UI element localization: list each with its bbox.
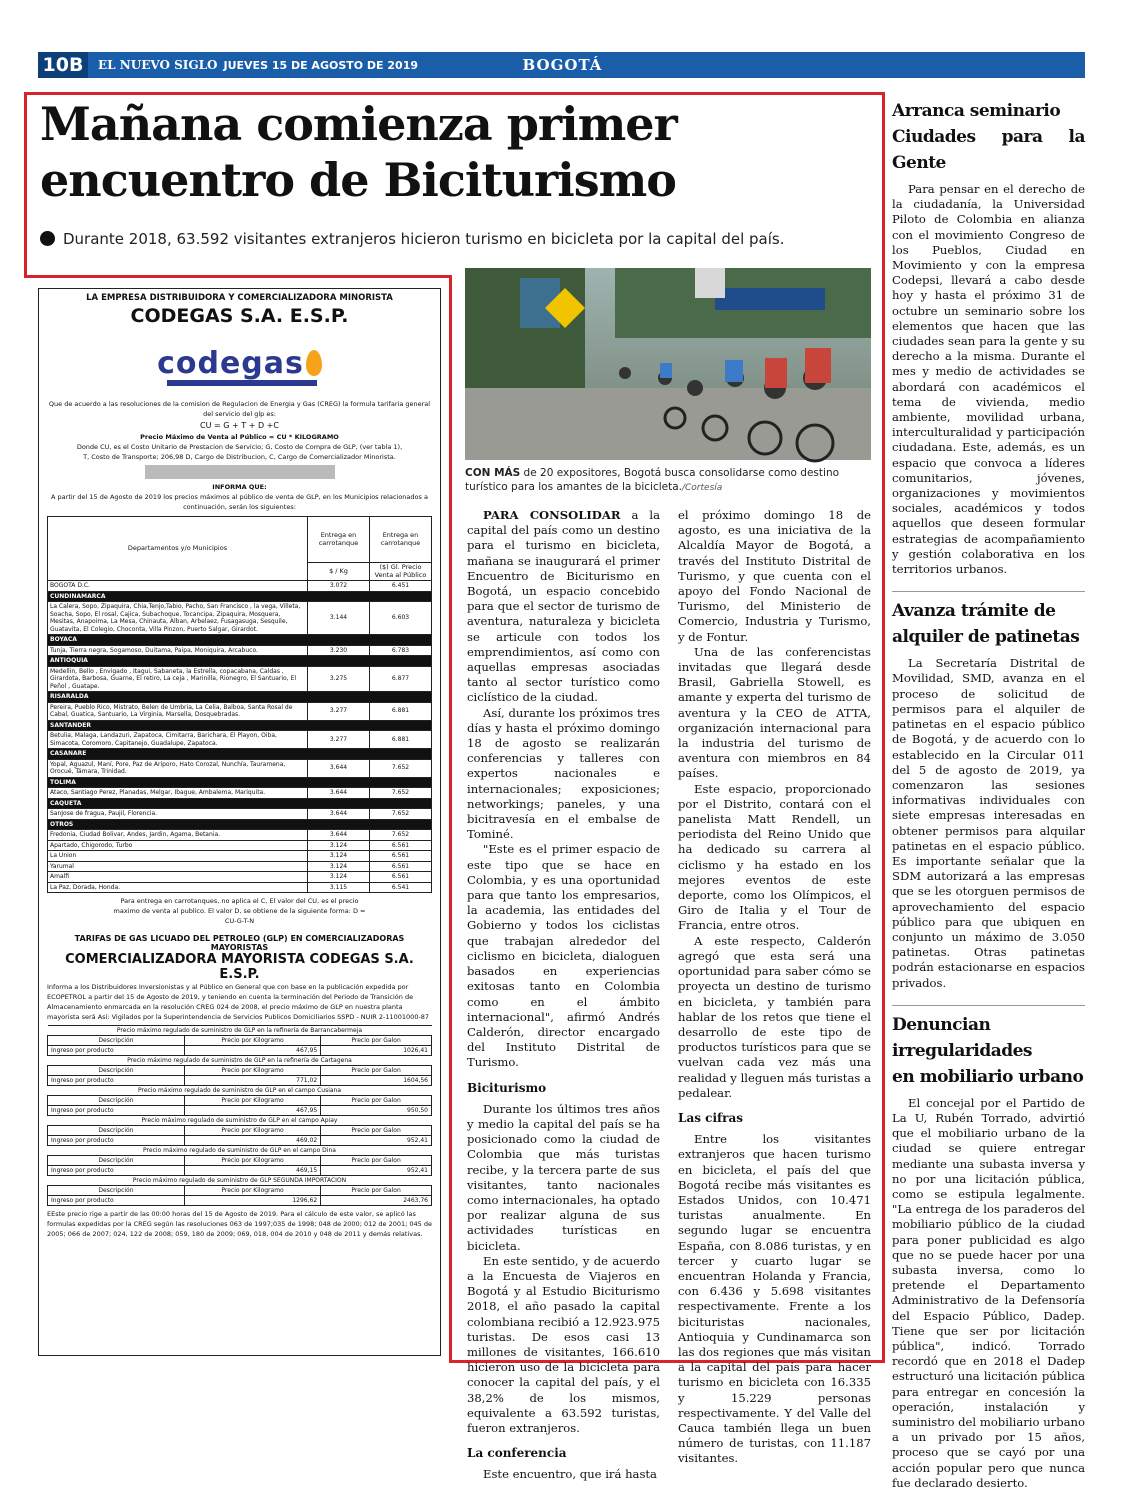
bullet-icon xyxy=(40,231,55,246)
glp-head-kg: Precio por Kilogramo xyxy=(184,1126,320,1136)
logo-tagline-bar xyxy=(167,380,317,386)
cell-name: Amalfi xyxy=(48,872,308,883)
page-number: 10B xyxy=(38,52,88,78)
region-name: CUNDINAMARCA xyxy=(48,591,432,602)
article-paragraph xyxy=(467,508,660,706)
table-row xyxy=(48,872,432,883)
glp-caption-row xyxy=(48,1086,432,1096)
cell-gl: 7.652 xyxy=(370,830,432,841)
glp-caption: Precio máximo regulado de suministro de GLP en el campo Cusiana xyxy=(48,1086,432,1096)
caption-lead: CON MÁS xyxy=(465,467,521,479)
brief-title-line-1: Arranca seminario xyxy=(892,101,1061,121)
table-row xyxy=(48,882,432,893)
glp-header-row xyxy=(48,1126,432,1136)
cell-kg: 3.072 xyxy=(308,581,370,592)
table-row xyxy=(48,788,432,799)
glp-caption: Precio máximo regulado de suministro de GLP SEGUNDA IMPORTACION xyxy=(48,1176,432,1186)
ad-tarifas: TARIFAS DE GAS LICUADO DEL PETROLEO (GLP) EN COMERCIALIZADORAS MAYORISTAS xyxy=(74,934,405,952)
brief-title xyxy=(892,98,1085,176)
article-paragraph xyxy=(467,706,660,843)
cell-gl: 6.541 xyxy=(370,882,432,893)
table-row xyxy=(48,702,432,720)
cell-gl: 7.652 xyxy=(370,788,432,799)
photo-illustration xyxy=(465,268,871,460)
glp-kg: 467,95 xyxy=(184,1106,320,1116)
cell-gl: 7.652 xyxy=(370,759,432,777)
ad-definition-1: Donde CU, es el Costo Unitario de Prestacion de Servicio; G, Costo de Compra de GLP, (ver tabla 1), xyxy=(76,443,403,451)
cell-name: Betulia, Malaga, Landazuri, Zapatoca, Cimitarra, Barichara, El Playon, Oiba, Simacota, Coromoro, Capitanejo, Guadalupe, Zapatoca. xyxy=(48,731,308,749)
table-row xyxy=(48,861,432,872)
cell-gl: 7.652 xyxy=(370,809,432,820)
paragraph-text: "Este es el primer espacio de este tipo que se hace en Colombia, y es una oportunidad para que tanto los empresarios, la academia, las entidades del Gobierno y todos los ciclistas que trabajan alrededor del ciclismo en bicicleta, dialoguen basados en experiencias exitosas tanto en Colombia como en el ámbito internacional", afirmó Andrés Calderón, director encargado del Instituto Distrital de Turismo. xyxy=(467,842,660,1070)
article-paragraph xyxy=(467,1467,660,1482)
table-row xyxy=(48,602,432,635)
logo-word: codegas xyxy=(157,345,304,381)
region-row xyxy=(48,591,432,602)
ad-company: CODEGAS S.A. E.S.P. xyxy=(130,305,349,327)
headline-line-2: encuentro de Biciturismo xyxy=(40,153,676,207)
photo-caption xyxy=(465,466,871,495)
cell-name: BOGOTA D.C. xyxy=(48,581,308,592)
cell-kg: 3.644 xyxy=(308,830,370,841)
th-gl-title: Entrega en carrotanque xyxy=(370,517,432,563)
paragraph-text: A este respecto, Calderón agregó que esta será una oportunidad para saber cómo se proyecta un destino de turismo en bicicleta, y también para hablar de los retos que tiene el desarrollo de este tipo de productos turísticos para que se vuelvan cada vez más una realidad y lleguen más turistas a pedalear. xyxy=(678,933,871,1100)
table-row xyxy=(48,759,432,777)
glp-caption-row xyxy=(48,1176,432,1186)
glp-row-label: Ingreso por producto xyxy=(48,1196,185,1206)
paragraph-lead: PARA CONSOLIDAR xyxy=(483,508,621,522)
glp-caption: Precio máximo regulado de suministro de GLP en el campo Apiay xyxy=(48,1116,432,1126)
glp-header-row xyxy=(48,1066,432,1076)
frame-mid xyxy=(24,275,452,278)
glp-head-kg: Precio por Kilogramo xyxy=(184,1186,320,1196)
glp-head-desc: Descripción xyxy=(48,1156,185,1166)
cell-kg: 3.144 xyxy=(308,602,370,635)
ad-informa-text: A partir del 15 de Agosto de 2019 los precios máximos al público de venta de GLP, en los Municipios relacionados a continuación, serán los siguientes: xyxy=(51,493,428,511)
region-name: SANTANDER xyxy=(48,720,432,731)
glp-head-gal: Precio por Galon xyxy=(321,1126,432,1136)
paragraph-text: el próximo domingo 18 de agosto, es una iniciativa de la Alcaldía Mayor de Bogotá, a través del Instituto Distrital de Turismo, y que cuenta con el apoyo del Fondo Nacional de Turismo, del Ministerio de Comercio, Industria y Turismo, y de Fontur. xyxy=(678,508,871,644)
glp-value-row xyxy=(48,1046,432,1056)
glp-row-label: Ingreso por producto xyxy=(48,1106,185,1116)
brief-title-line-1: Avanza trámite de xyxy=(892,601,1056,622)
glp-head-desc: Descripción xyxy=(48,1066,185,1076)
cell-name: Pereira, Pueblo Rico, Mistrato, Belen de Umbria, La Celia, Balboa, Santa Rosal de Cabal, Guatica, Santuario, La Virginia, Marsella, Dosquebradas. xyxy=(48,702,308,720)
region-row xyxy=(48,692,432,703)
section-title: BOGOTÁ xyxy=(522,56,603,74)
cell-name: Ataco, Santiago Perez, Planadas, Melgar, Ibague, Ambalema, Mariquita. xyxy=(48,788,308,799)
subhead-text: Durante 2018, 63.592 visitantes extranjeros hicieron turismo en bicicleta por la capital del país. xyxy=(63,230,785,248)
brief-title-line-2: en mobiliario urbano xyxy=(892,1066,1084,1087)
paragraph-text: En este sentido, y de acuerdo a la Encuesta de Viajeros en Bogotá y al Estudio Biciturismo 2018, el año pasado la capital colombiana recibió a 12.923.975 turistas. De esos casi 13 millones de visitantes, 166.610 hicieron uso de la bicicleta para conocer la capital del país, y el 38,2% de los mismos, equivalente a 63.592 turistas, fueron extranjeros. xyxy=(467,1253,660,1435)
glp-caption: Precio máximo regulado de suministro de GLP en la refinería de Barrancabermeja xyxy=(48,1026,432,1036)
glp-caption-row xyxy=(48,1056,432,1066)
region-row xyxy=(48,777,432,788)
brief-title-line-2: alquiler de patinetas xyxy=(892,627,1080,648)
glp-head-kg: Precio por Kilogramo xyxy=(184,1156,320,1166)
codegas-logo xyxy=(47,327,432,399)
cell-gl: 6.881 xyxy=(370,731,432,749)
cell-gl: 6.561 xyxy=(370,861,432,872)
region-name: CASANARE xyxy=(48,749,432,760)
sidebar-briefs xyxy=(892,98,1085,1505)
glp-value-row xyxy=(48,1166,432,1176)
glp-caption: Precio máximo regulado de suministro de GLP en el campo Dina xyxy=(48,1146,432,1156)
article-subhead xyxy=(40,230,870,248)
article-paragraph xyxy=(678,508,871,645)
th-kg: $ / Kg xyxy=(308,563,370,581)
glp-head-gal: Precio por Galon xyxy=(321,1096,432,1106)
article-paragraph xyxy=(467,842,660,1070)
ad-mayorista-text: Informa a los Distribuidores Inversionistas y al Público en General que con base en la publicación expedida por ECOPETROL a partir del 15 de Agosto de 2019, y teniendo en cuenta la terminación del Periodo de Transición de Almacenamiento enmarcada en la resolución CREG 024 de 2008, el precio máximo de GLP en nuestra planta mayorista será Así: Vigilados por la Superintendencia de Servicios Publicos Domiciliarios SSPD - NUIR 2-11001000-87 xyxy=(47,983,430,1021)
region-name: ANTIOQUIA xyxy=(48,656,432,667)
ad-formula: CU = G + T + D +C xyxy=(200,421,279,430)
headline-line-1: Mañana comienza primer xyxy=(40,97,677,151)
price-table xyxy=(47,516,432,893)
cell-kg: 3.277 xyxy=(308,702,370,720)
paragraph-text: Una de las conferencistas invitadas que llegará desde Brasil, Gabriella Stowell, es amante y experta del turismo de aventura y la CEO de ATTA, organización internacional para la industria del turismo de aventura con miembros en 84 países. xyxy=(678,644,871,781)
ad-informa: INFORMA QUE: xyxy=(212,483,267,491)
region-row xyxy=(48,798,432,809)
ad-top-line: LA EMPRESA DISTRIBUIDORA Y COMERCIALIZADORA MINORISTA xyxy=(86,293,393,303)
cell-kg: 3.124 xyxy=(308,872,370,883)
glp-kg: 467,95 xyxy=(184,1046,320,1056)
article-subheading: Las cifras xyxy=(678,1110,744,1125)
table-row xyxy=(48,731,432,749)
frame-left-lower xyxy=(449,275,452,1363)
cell-kg: 3.124 xyxy=(308,851,370,862)
glp-head-gal: Precio por Galon xyxy=(321,1156,432,1166)
mini-table-graphic xyxy=(145,465,335,479)
table-row xyxy=(48,840,432,851)
brief-title-line-2: Ciudades para la Gente xyxy=(892,127,1085,173)
cell-kg: 3.644 xyxy=(308,759,370,777)
cell-name: Fredonia, Ciudad Bolivar, Andes, Jardin, Agama, Betania. xyxy=(48,830,308,841)
cell-gl: 6.881 xyxy=(370,702,432,720)
frame-right xyxy=(882,92,885,1363)
flame-icon xyxy=(306,350,322,376)
cell-gl: 6.451 xyxy=(370,581,432,592)
glp-header-row xyxy=(48,1186,432,1196)
cell-name: Yopal, Aguazul, Maní, Pore, Paz de Ariporo, Hato Corozal, Nunchía, Tauramena, Orocué, Támara, Trinidad. xyxy=(48,759,308,777)
cell-kg: 3.230 xyxy=(308,645,370,656)
region-name: BOYACA xyxy=(48,635,432,646)
glp-gal: 950,50 xyxy=(321,1106,432,1116)
glp-value-row xyxy=(48,1106,432,1116)
glp-caption: Precio máximo regulado de suministro de GLP en la refinería de Cartagena xyxy=(48,1056,432,1066)
table-row xyxy=(48,581,432,592)
cell-kg: 3.644 xyxy=(308,788,370,799)
brief-title xyxy=(892,1012,1085,1090)
paragraph-text: Este espacio, proporcionado por el Distrito, contará con el panelista Matt Rendell, un periodista del Reino Unido que ha dedicado su carrera al ciclismo y ha estado en los mejores eventos de este deporte, como los Olímpicos, el Giro de Italia y el Tour de Francia, entre otros. xyxy=(678,781,871,933)
cell-kg: 3.644 xyxy=(308,809,370,820)
paragraph-text: Durante los últimos tres años y medio la capital del país se ha posicionado como la ciudad de Colombia que más turistas recibe, y la tercera parte de sus visitantes, tanto nacionales como internacionales, ha optado por realizar alguna de sus actividades turísticas en bicicleta. xyxy=(467,1101,660,1253)
caption-credit: /Cortesía xyxy=(681,483,723,493)
glp-head-desc: Descripción xyxy=(48,1186,185,1196)
cell-gl: 6.561 xyxy=(370,840,432,851)
glp-value-row xyxy=(48,1076,432,1086)
glp-row-label: Ingreso por producto xyxy=(48,1136,185,1146)
glp-header-row xyxy=(48,1156,432,1166)
th-gl: ($) Gl. Precio Venta al Público xyxy=(370,563,432,581)
glp-gal: 1604,56 xyxy=(321,1076,432,1086)
cell-name: Apartado, Chigorodo, Turbo xyxy=(48,840,308,851)
article-paragraph xyxy=(678,782,871,934)
glp-header-row xyxy=(48,1036,432,1046)
article-subheading: La conferencia xyxy=(467,1446,567,1461)
cell-name: La Paz, Dorada, Honda. xyxy=(48,882,308,893)
region-name: RISARALDA xyxy=(48,692,432,703)
cell-gl: 6.877 xyxy=(370,666,432,692)
caption-text: de 20 expositores, Bogotá busca consolidarse como destino turístico para los amantes de la bicicleta. xyxy=(465,467,840,493)
cell-gl: 6.561 xyxy=(370,851,432,862)
table-row xyxy=(48,645,432,656)
glp-gal: 1026,41 xyxy=(321,1046,432,1056)
article-paragraph xyxy=(678,1132,871,1466)
newspaper-name: EL NUEVO SIGLO xyxy=(98,58,218,72)
glp-head-gal: Precio por Galon xyxy=(321,1036,432,1046)
article-column-1 xyxy=(467,508,660,1483)
glp-kg: 469,02 xyxy=(184,1136,320,1146)
codegas-advertisement xyxy=(38,288,441,1356)
ad-footer: EEste precio rige a partir de las 00:00 horas del 15 de Agosto de 2019. Para el cálculo de este valor, se aplicó las formulas expedidas por la CREG según las resoluciones 063 de 1997;035 de 1998; 048 de 2000; 012 de 2001; 045 de 2005; 066 de 2007; 024, 122 de 2008; 059, 180 de 2009; 069, 018, 004 de 2010 y 048 de 2011 y demás relativas. xyxy=(47,1210,433,1238)
glp-row-label: Ingreso por producto xyxy=(48,1046,185,1056)
cell-name: La Union xyxy=(48,851,308,862)
glp-row-label: Ingreso por producto xyxy=(48,1166,185,1176)
th-kg-title: Entrega en carrotanque xyxy=(308,517,370,563)
glp-head-kg: Precio por Kilogramo xyxy=(184,1096,320,1106)
region-name: TOLIMA xyxy=(48,777,432,788)
paragraph-text: Así, durante los próximos tres días y hasta el próximo domingo 18 de agosto se realizarán conferencias y talleres con expertos nacionales e internacionales; exposiciones; networkings; paneles, y una bicitravesía en el embalse de Tominé. xyxy=(467,705,660,842)
region-row xyxy=(48,720,432,731)
article-paragraph xyxy=(678,934,871,1101)
article-headline xyxy=(40,96,870,208)
brief-text: La Secretaría Distrital de Movilidad, SMD, avanza en el proceso de solicitud de permisos para el alquiler de patinetas en el espacio público de Bogotá, y de acuerdo con lo establecido en la Circular 011 del 5 de agosto de 2019, ya comenzaron las sesiones informativas individuales con siete empresas interesadas en obtener permisos para alquilar patinetas en el espacio público. Es importante señalar que la SDM autorizará a las empresas que se les otorguen permisos de aprovechamiento del espacio público para que ubiquen en conjunto un máximo de 3.050 patinetas. Otras patinetas podrán estacionarse en espacios privados. xyxy=(892,656,1085,990)
issue-date: JUEVES 15 DE AGOSTO DE 2019 xyxy=(223,59,419,72)
cell-gl: 6.561 xyxy=(370,872,432,883)
glp-gal: 952,41 xyxy=(321,1166,432,1176)
cell-kg: 3.275 xyxy=(308,666,370,692)
cyclists-photo xyxy=(465,268,871,460)
glp-head-desc: Descripción xyxy=(48,1096,185,1106)
glp-head-gal: Precio por Galon xyxy=(321,1066,432,1076)
glp-kg: 1296,62 xyxy=(184,1196,320,1206)
cell-name: La Calera, Sopo, Zipaquira, Chia,Tenjo,Tabio, Pacho, San Francisco , la vega, Villeta, Soacha, Sopo, El rosal, Cajica, Subachoque, Tocancipa, Zipaquira, Mosquera, Mesitas, Anapoima, La Mesa, Chinauta, Alban, Arbelaez, Fusagasuga, Sesquile, Guatavita, El Colegio, Choconta, Villa Pinzon, Puerto Salgar, Girardot. xyxy=(48,602,308,635)
glp-value-row xyxy=(48,1136,432,1146)
glp-row-label: Ingreso por producto xyxy=(48,1076,185,1086)
paragraph-text: a la capital del país como un destino para el turismo en bicicleta, mañana se inaugurará el primer Encuentro de Biciturismo en Bogotá, un espacio concebido para que el sector de turismo de aventura, naturaleza y bicicleta se articule con todos los emprendimientos, así como con aquellas empresas asociadas tanto al sector turístico como ciclístico de la ciudad. xyxy=(467,508,660,705)
glp-header-row xyxy=(48,1096,432,1106)
article-paragraph xyxy=(467,1254,660,1436)
table-row xyxy=(48,809,432,820)
cell-name: Medellin, Bello , Envigado , Itagui, Sabaneta, la Estrella, copacabana, Caldas , Girardota, Barbosa, Guarne, El retiro, La ceja , Marinilla, Rionegro, El Santuario, El Peñol , Guatape. xyxy=(48,666,308,692)
glp-kg: 469,15 xyxy=(184,1166,320,1176)
glp-kg: 771,02 xyxy=(184,1076,320,1086)
glp-head-desc: Descripción xyxy=(48,1036,185,1046)
cell-name: SanJose de fragua, Paujil, Florencia. xyxy=(48,809,308,820)
ad-intro: Que de acuerdo a las resoluciones de la comision de Regulacion de Energia y Gas (CREG) la formula tarifaria general del servicio del glp es: xyxy=(48,400,431,418)
glp-caption-row xyxy=(48,1116,432,1126)
glp-head-gal: Precio por Galon xyxy=(321,1186,432,1196)
article-paragraph xyxy=(678,645,871,782)
cell-kg: 3.115 xyxy=(308,882,370,893)
paragraph-text: Este encuentro, que irá hasta xyxy=(483,1467,657,1482)
ad-mayorista: COMERCIALIZADORA MAYORISTA CODEGAS S.A. E.S.P. xyxy=(65,952,414,982)
region-row xyxy=(48,819,432,830)
brief-text: El concejal por el Partido de La U, Rubén Torrado, advirtió que el mobiliario urbano de la ciudad se quiere entregar mediante una subasta inversa y no por una licitación pública, como se estipula legalmente. "La entrega de los paraderos del mobiliario público de la ciudad para poner publicidad es algo que no se puede hacer por una subasta inversa, como lo pretende el Departamento Administrativo de la Defensoría del Espacio Público, Dadep. Tiene que ser por licitación pública", indicó. Torrado recordó que en 2018 el Dadep estructuró una licitación pública para entregar en concesión la operación, instalación y suministro del mobiliario urbano a un privado por 15 años, proceso que se cayó por una acción popular pero que nunca fue declarado desierto. xyxy=(892,1095,1085,1490)
glp-gal: 952,41 xyxy=(321,1136,432,1146)
glp-gal: 2463,76 xyxy=(321,1196,432,1206)
cell-kg: 3.277 xyxy=(308,731,370,749)
paragraph-text: Entre los visitantes extranjeros que hacen turismo en bicicleta, el país del que Bogotá recibe más visitantes es Estados Unidos, con 10.471 turistas anualmente. En segundo lugar se encuentra España, con 8.086 turistas, y en tercer y cuarto lugar se encuentran Holanda y Francia, con 6.436 y 5.698 visitantes respectivamente. Frente a los bicituristas nacionales, Antioquia y Cundinamarca son las dos regiones que más visitan a la capital del país para hacer turismo en bicicleta con 16.335 y 15.229 personas respectivamente. Y del Valle del Cauca también llega un buen número de turistas, con 11.187 visitantes. xyxy=(678,1132,871,1466)
cell-kg: 3.124 xyxy=(308,840,370,851)
ad-definition-2: T, Costo de Transporte; 206,98 D, Cargo de Distribucion, C, Cargo de Comercializador Minorista. xyxy=(83,453,396,461)
cell-gl: 6.783 xyxy=(370,645,432,656)
table-row xyxy=(48,830,432,841)
ad-note: Para entrega en carrotanques, no aplica el C, El valor del CU, es el precio maximo de venta al publico. El valor D, se obtiene de la siguiente forma: D = CU-G-T-N xyxy=(113,897,366,925)
glp-value-row xyxy=(48,1196,432,1206)
region-row xyxy=(48,749,432,760)
table-row xyxy=(48,666,432,692)
glp-head-kg: Precio por Kilogramo xyxy=(184,1036,320,1046)
sidebar-brief xyxy=(892,1005,1085,1491)
glp-head-kg: Precio por Kilogramo xyxy=(184,1066,320,1076)
cell-gl: 6.603 xyxy=(370,602,432,635)
region-name: OTROS xyxy=(48,819,432,830)
glp-head-desc: Descripción xyxy=(48,1126,185,1136)
article-paragraph xyxy=(467,1102,660,1254)
glp-table xyxy=(47,1025,432,1206)
brief-title xyxy=(892,598,1085,650)
article-subheading: Biciturismo xyxy=(467,1080,547,1095)
article-column-2 xyxy=(678,508,871,1467)
ad-precio-label: Precio Máximo de Venta al Público = CU * KILOGRAMO xyxy=(140,433,339,441)
frame-top xyxy=(24,92,885,95)
region-row xyxy=(48,656,432,667)
brief-title-line-1: Denuncian irregularidades xyxy=(892,1014,1032,1061)
cell-kg: 3.124 xyxy=(308,861,370,872)
glp-caption-row xyxy=(48,1146,432,1156)
region-name: CAQUETA xyxy=(48,798,432,809)
cell-name: Yarumal xyxy=(48,861,308,872)
glp-caption-row xyxy=(48,1026,432,1036)
brief-text: Para pensar en el derecho de la ciudadanía, la Universidad Piloto de Colombia en alianza con el movimiento Congreso de los Pueblos, Ciudad en Movimiento y con la empresa Codepsi, llevará a cabo desde hoy y hasta el próximo 31 de octubre un seminario sobre los elementos que hacen que las ciudades sean para la gente y su derecho a la misma. Durante el mes y medio de actividades se abordará con académicos el tema de vivienda, medio ambiente, movilidad urbana, interculturalidad y participación ciudadana. Este, además, es un espacio que convoca a líderes comunitarios, jóvenes, organizaciones y movimientos sociales, académicos y todos aquellos que deseen formular estrategias de acompañamiento y gestión colaborativa en los territorios urbanos. xyxy=(892,182,1085,577)
sidebar-brief xyxy=(892,591,1085,990)
sidebar-brief xyxy=(892,98,1085,577)
table-row xyxy=(48,851,432,862)
region-row xyxy=(48,635,432,646)
frame-left-upper xyxy=(24,92,27,278)
th-municipios: Departamentos y/o Municipios xyxy=(48,517,308,581)
cell-name: Tunja, Tierra negra, Sogamoso, Duitama, Paipa, Moniquira, Arcabuco. xyxy=(48,645,308,656)
masthead xyxy=(98,52,418,78)
